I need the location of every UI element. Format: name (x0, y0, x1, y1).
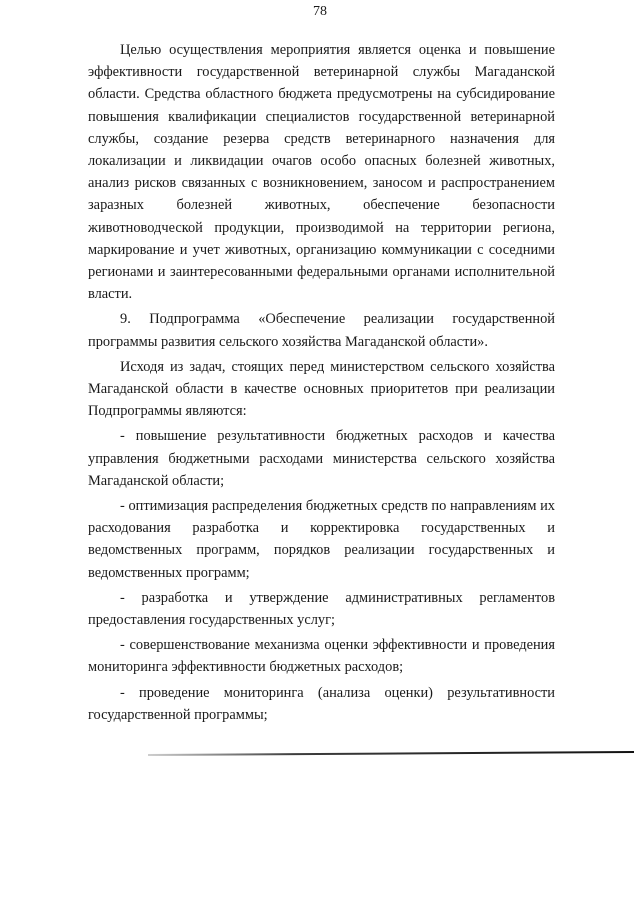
paragraph-subprogram-9-heading: 9. Подпрограмма «Обеспечение реализации государственной программы развития сельского хозяйства Магаданской области». (88, 311, 555, 350)
paragraph-veterinary-service: Целью осуществления мероприятия является оценка и повышение эффективности государственной ветеринарной службы Магаданской области. Средства областного бюджета предусмотрены на субсидирование повышения квалификации специалистов государственной ветеринарной службы, создание резерва средств ветеринарного назначения для локализации и ликвидации очагов особо опасных болезней животных, анализ рисков связанных с возникновением, заносом и распространением заразных болезней животных, обеспечение безопасности животноводческой продукции, производимой на территории региона, маркирование и учет животных, организацию коммуникации с соседними регионами и заинтересованными федеральными органами исполнительной власти. (88, 42, 555, 303)
page-number: 78 (313, 4, 327, 19)
list-item-evaluation-mechanism: - совершенствование механизма оценки эффективности и проведения мониторинга эффективности бюджетных расходов; (88, 637, 555, 676)
document-body (88, 39, 555, 726)
list-item-budget-optimization: - оптимизация распределения бюджетных средств по направлениям их расходования разработка и корректировка государственных и ведомственных программ, порядков реализации государственных и ведомственных программ; (88, 498, 555, 581)
list-item-budget-efficiency: - повышение результативности бюджетных расходов и качества управления бюджетными расходами министерства сельского хозяйства Магаданской области; (88, 428, 555, 489)
paragraph-priorities-intro: Исходя из задач, стоящих перед министерством сельского хозяйства Магаданской области в качестве основных приоритетов при реализации Подпрограммы являются: (88, 358, 555, 420)
bottom-scan-rule (148, 751, 634, 756)
list-item-program-monitoring: - проведение мониторинга (анализа оценки) результативности государственной программы; (88, 684, 555, 723)
list-item-admin-regulations: - разработка и утверждение административных регламентов предоставления государственных услуг; (88, 589, 555, 629)
